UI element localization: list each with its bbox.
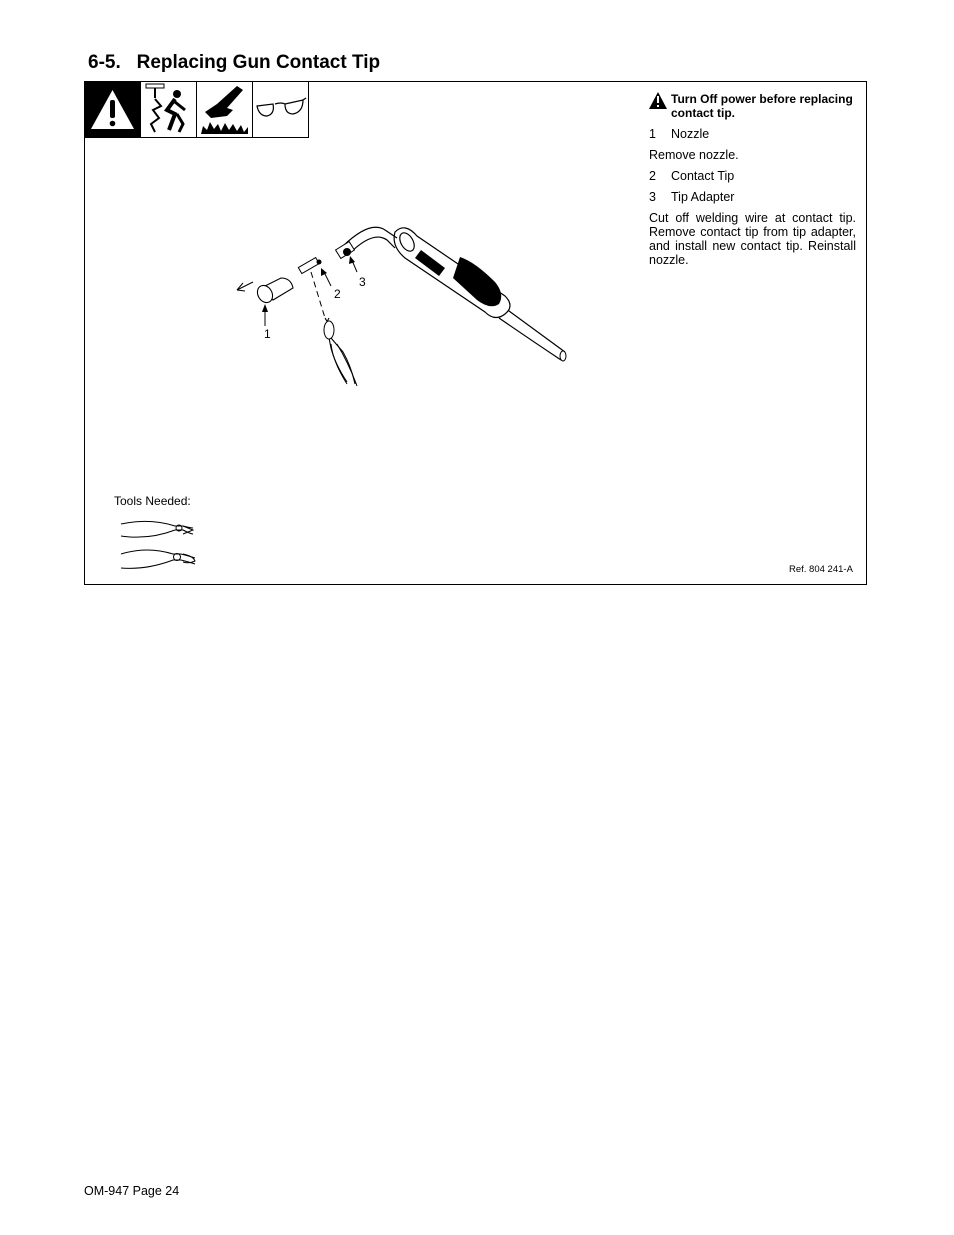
callout-2: 2 [334, 287, 341, 301]
item-label: Tip Adapter [671, 190, 735, 204]
step-replace-tip: Cut off welding wire at contact tip. Remove contact tip from tip adapter, and install new contact tip. Reinstall nozzle. [649, 211, 856, 267]
tools-needed-label: Tools Needed: [114, 494, 191, 508]
item-number: 3 [649, 190, 656, 204]
wire-cutters-icon [121, 521, 193, 537]
item-label: Contact Tip [671, 169, 735, 183]
item-number: 2 [649, 169, 656, 183]
item-number: 1 [649, 127, 656, 141]
callout-1: 1 [264, 327, 271, 341]
pliers-icon [121, 550, 195, 568]
warning-text: Turn Off power before replacing contact tip. [671, 92, 853, 120]
reference-number: Ref. 804 241-A [789, 564, 853, 575]
page-footer: OM-947 Page 24 [84, 1184, 180, 1198]
section-heading [88, 52, 380, 74]
content-frame [84, 81, 867, 585]
callout-3: 3 [359, 275, 366, 289]
section-number: 6-5. [88, 52, 121, 73]
tools-illustration [119, 516, 199, 576]
gun-diagram [85, 82, 868, 586]
step-remove-nozzle: Remove nozzle. [649, 148, 739, 162]
item-label: Nozzle [671, 127, 710, 141]
section-title: Replacing Gun Contact Tip [136, 52, 381, 73]
